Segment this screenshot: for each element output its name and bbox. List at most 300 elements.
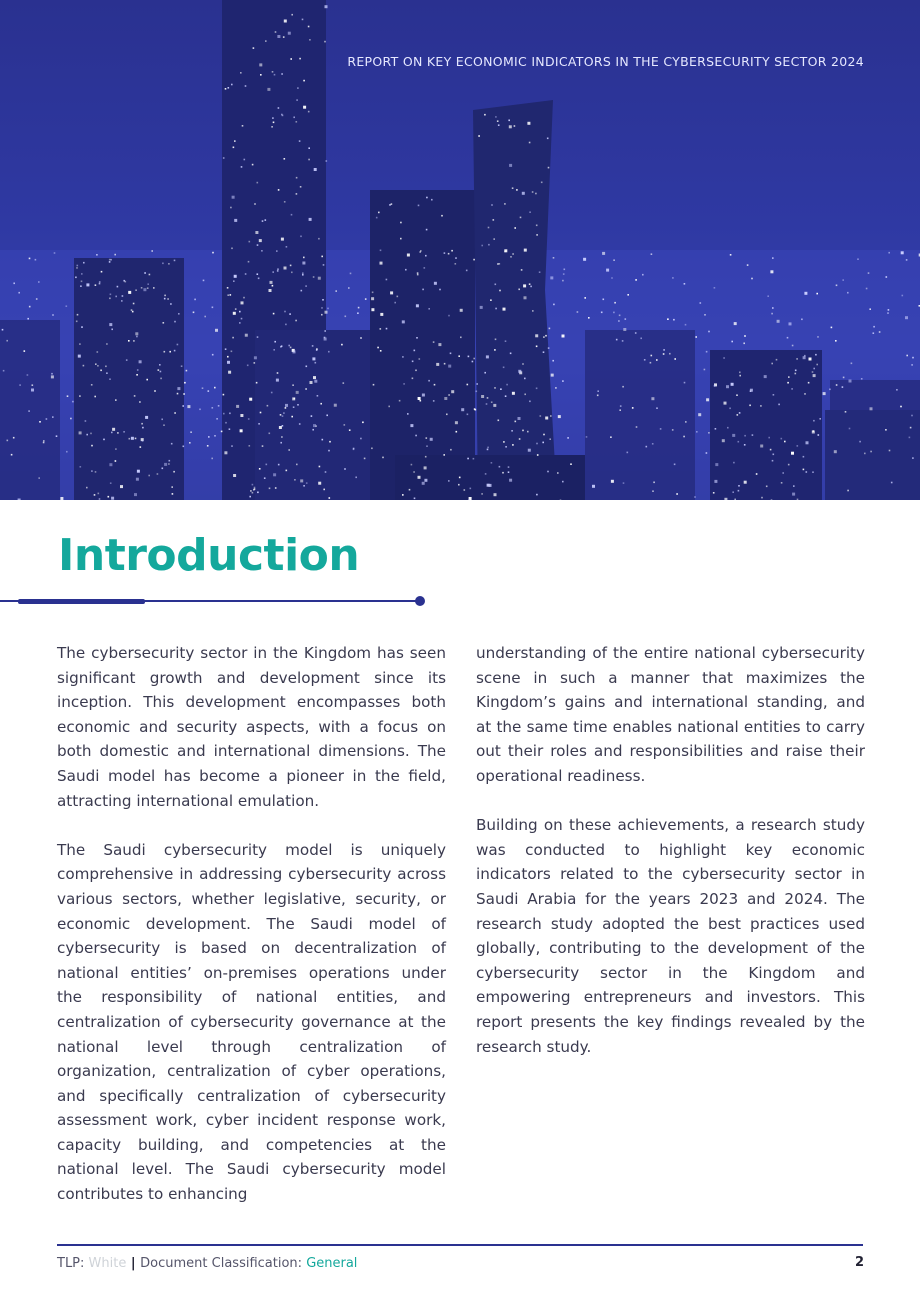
window-light xyxy=(284,201,286,203)
window-light xyxy=(293,350,296,353)
window-light xyxy=(656,407,658,409)
window-light xyxy=(131,309,133,311)
window-light xyxy=(164,463,167,466)
window-light xyxy=(627,452,629,454)
window-light xyxy=(272,71,274,73)
window-light xyxy=(362,422,364,424)
window-light xyxy=(328,351,330,353)
window-light xyxy=(540,415,542,417)
window-light xyxy=(310,381,313,384)
window-light xyxy=(622,340,624,342)
window-light xyxy=(208,436,210,438)
window-light xyxy=(227,294,229,296)
tlp-label: TLP: xyxy=(57,1256,89,1271)
window-light xyxy=(738,441,740,443)
window-light xyxy=(110,259,112,261)
window-light xyxy=(321,256,323,258)
window-light xyxy=(223,394,225,396)
window-light xyxy=(391,203,393,205)
window-light xyxy=(202,387,204,389)
window-light xyxy=(464,489,466,491)
window-light xyxy=(321,314,323,316)
window-light xyxy=(223,413,225,415)
window-light xyxy=(743,343,745,345)
window-light xyxy=(536,388,538,390)
window-light xyxy=(164,295,166,297)
window-light xyxy=(547,471,549,473)
window-light xyxy=(28,410,30,412)
window-light xyxy=(229,413,231,415)
window-light xyxy=(500,388,502,390)
classification-value: General xyxy=(306,1256,358,1271)
window-light xyxy=(613,259,615,261)
window-light xyxy=(813,374,816,377)
window-light xyxy=(859,441,861,443)
window-light xyxy=(305,388,307,390)
window-light xyxy=(79,395,81,397)
window-light xyxy=(635,279,637,281)
window-light xyxy=(744,435,746,437)
window-light xyxy=(522,430,524,432)
window-light xyxy=(322,439,324,441)
window-light xyxy=(324,337,326,339)
window-light xyxy=(258,278,260,280)
window-light xyxy=(233,147,235,149)
window-light xyxy=(553,257,555,259)
window-light xyxy=(652,443,654,445)
window-light xyxy=(438,343,441,346)
window-light xyxy=(199,409,201,411)
window-light xyxy=(450,449,452,451)
window-light xyxy=(563,273,565,275)
window-light xyxy=(114,254,116,256)
window-light xyxy=(708,432,710,434)
window-light xyxy=(302,262,305,265)
window-light xyxy=(312,429,314,431)
window-light xyxy=(514,227,516,229)
window-light xyxy=(508,120,510,122)
window-light xyxy=(636,426,638,428)
window-light xyxy=(417,272,419,274)
window-light xyxy=(386,328,388,330)
window-light xyxy=(667,318,669,320)
paragraph: The Saudi cybersecurity model is uniquely comprehensive in addressing cybersecurity across various sectors, whether legislative, security, or economic development. The Saudi model of cybersecurity is based on decentralization of national entities’ on-premises operations under the responsibility of national entities, and centralization of cybersecurity governance at the national level through centralization of organization, centralization of cyber operations, and specifically centralization of cybersecurity assessment work, cyber incident response work, capacity building, and competencies at the national level. The Saudi cybersecurity model contributes to enhancing xyxy=(57,840,446,1204)
window-light xyxy=(111,497,114,500)
window-light xyxy=(229,428,231,430)
window-light xyxy=(651,397,654,400)
window-light xyxy=(733,462,735,464)
window-light xyxy=(109,378,111,380)
window-light xyxy=(620,405,622,407)
window-light xyxy=(258,423,260,425)
window-light xyxy=(751,278,753,280)
window-light xyxy=(98,493,100,495)
window-light xyxy=(724,498,727,500)
window-light xyxy=(394,302,396,304)
window-light xyxy=(283,36,285,38)
window-light xyxy=(293,406,295,408)
window-light xyxy=(400,238,402,240)
window-light xyxy=(415,435,417,437)
window-light xyxy=(345,316,347,318)
window-light xyxy=(294,479,296,481)
window-light xyxy=(426,437,428,439)
window-light xyxy=(499,290,501,292)
window-light xyxy=(284,20,287,23)
window-light xyxy=(177,344,179,346)
window-light xyxy=(313,276,315,278)
window-light xyxy=(504,249,507,252)
window-light xyxy=(233,312,236,315)
window-light xyxy=(136,336,138,338)
window-light xyxy=(371,448,373,450)
window-light xyxy=(424,479,427,482)
window-light xyxy=(72,401,74,403)
window-light xyxy=(317,395,319,397)
window-light xyxy=(29,306,31,308)
window-light xyxy=(257,244,259,246)
window-light xyxy=(446,414,448,416)
window-light xyxy=(380,313,383,316)
window-light xyxy=(117,286,119,288)
window-light xyxy=(186,370,188,372)
window-light xyxy=(402,320,405,323)
window-light xyxy=(312,345,314,347)
window-light xyxy=(842,386,844,388)
heading-underline-dot xyxy=(415,596,425,606)
window-light xyxy=(290,58,292,60)
window-light xyxy=(43,440,45,442)
window-light xyxy=(324,41,326,43)
window-light xyxy=(515,421,517,423)
window-light xyxy=(495,308,497,310)
window-light xyxy=(285,407,287,409)
window-light xyxy=(160,371,162,373)
window-light xyxy=(177,393,179,395)
window-light xyxy=(254,488,256,490)
window-light xyxy=(782,472,784,474)
window-light xyxy=(265,219,267,221)
window-light xyxy=(458,355,460,357)
window-light xyxy=(772,257,774,259)
window-light xyxy=(734,322,737,325)
window-light xyxy=(845,411,847,413)
window-light xyxy=(420,250,422,252)
window-light xyxy=(284,311,286,313)
window-light xyxy=(247,365,249,367)
window-light xyxy=(418,397,421,400)
window-light xyxy=(240,414,243,417)
window-light xyxy=(303,80,305,82)
window-light xyxy=(466,270,468,272)
window-light xyxy=(791,388,793,390)
window-light xyxy=(267,88,270,91)
window-light xyxy=(60,497,63,500)
window-light xyxy=(508,466,510,468)
window-light xyxy=(518,370,521,373)
window-light xyxy=(813,368,815,370)
window-light xyxy=(80,466,82,468)
window-light xyxy=(109,298,111,300)
window-light xyxy=(306,366,308,368)
window-light xyxy=(402,494,404,496)
window-light xyxy=(75,277,77,279)
window-light xyxy=(284,267,287,270)
window-light xyxy=(777,320,780,323)
window-light xyxy=(497,120,499,122)
window-light xyxy=(816,364,818,366)
window-light xyxy=(121,300,123,302)
window-light xyxy=(460,337,462,339)
window-light xyxy=(137,369,139,371)
window-light xyxy=(597,395,599,397)
window-light xyxy=(273,349,275,351)
window-light xyxy=(804,292,807,295)
window-light xyxy=(789,322,792,325)
window-light xyxy=(495,284,497,286)
window-light xyxy=(422,482,425,485)
footer-separator: | xyxy=(126,1256,141,1271)
window-light xyxy=(106,372,108,374)
window-light xyxy=(512,392,515,395)
window-light xyxy=(233,474,236,477)
window-light xyxy=(318,277,321,280)
window-light xyxy=(417,274,419,276)
window-light xyxy=(142,440,144,442)
window-light xyxy=(484,114,486,116)
window-light xyxy=(245,273,247,275)
window-light xyxy=(843,377,845,379)
window-light xyxy=(487,449,489,451)
window-light xyxy=(225,88,227,90)
window-light xyxy=(193,312,195,314)
window-light xyxy=(610,436,612,438)
window-light xyxy=(724,402,727,405)
window-light xyxy=(388,406,390,408)
window-light xyxy=(842,279,844,281)
window-light xyxy=(787,382,789,384)
window-light xyxy=(738,490,740,492)
window-light xyxy=(761,497,763,499)
window-light xyxy=(184,382,186,384)
window-light xyxy=(252,484,254,486)
window-light xyxy=(29,258,31,260)
window-light xyxy=(787,337,789,339)
window-light xyxy=(250,490,252,492)
window-light xyxy=(683,436,685,438)
window-light xyxy=(715,463,718,466)
window-light xyxy=(303,485,305,487)
window-light xyxy=(273,122,275,124)
window-light xyxy=(414,350,416,352)
window-light xyxy=(847,490,849,492)
window-light xyxy=(524,249,527,252)
window-light xyxy=(355,477,357,479)
window-light xyxy=(277,270,279,272)
window-light xyxy=(128,340,130,342)
window-light xyxy=(731,341,733,343)
window-light xyxy=(646,446,648,448)
window-light xyxy=(66,451,68,453)
window-light xyxy=(518,417,521,420)
window-light xyxy=(283,412,285,414)
window-light xyxy=(770,449,772,451)
window-light xyxy=(136,478,139,481)
window-light xyxy=(239,322,241,324)
window-light xyxy=(279,426,282,429)
window-light xyxy=(275,31,277,33)
window-light xyxy=(766,486,768,488)
window-light xyxy=(225,422,227,424)
window-light xyxy=(288,32,291,35)
window-light xyxy=(203,280,205,282)
window-light xyxy=(135,289,137,291)
window-light xyxy=(81,273,83,275)
window-light xyxy=(430,438,433,441)
window-light xyxy=(732,434,735,437)
window-light xyxy=(178,313,180,315)
window-light xyxy=(448,315,450,317)
window-light xyxy=(76,267,78,269)
window-light xyxy=(281,238,284,241)
window-light xyxy=(529,283,531,285)
window-light xyxy=(635,332,637,334)
window-light xyxy=(249,398,252,401)
window-light xyxy=(714,287,716,289)
window-light xyxy=(271,392,273,394)
window-light xyxy=(211,458,213,460)
window-light xyxy=(139,360,142,363)
window-light xyxy=(857,258,859,260)
window-light xyxy=(495,339,497,341)
window-light xyxy=(303,106,306,109)
window-light xyxy=(115,460,117,462)
window-light xyxy=(804,393,806,395)
window-light xyxy=(81,326,83,328)
window-light xyxy=(760,445,763,448)
window-light xyxy=(586,436,588,438)
window-light xyxy=(448,480,450,482)
window-light xyxy=(353,449,355,451)
window-light xyxy=(265,40,267,42)
window-light xyxy=(808,382,810,384)
window-light xyxy=(259,468,261,470)
window-light xyxy=(174,321,176,323)
window-light xyxy=(244,159,246,161)
window-light xyxy=(732,491,734,493)
window-light xyxy=(212,354,214,356)
window-light xyxy=(584,297,586,299)
window-light xyxy=(613,312,615,314)
window-light xyxy=(773,394,775,396)
window-light xyxy=(516,189,518,191)
window-light xyxy=(781,438,783,440)
window-light xyxy=(137,470,140,473)
window-light xyxy=(906,355,908,357)
window-light xyxy=(43,442,45,444)
window-light xyxy=(291,272,293,274)
window-light xyxy=(282,415,284,417)
window-light xyxy=(713,492,715,494)
window-light xyxy=(308,26,310,28)
window-light xyxy=(147,283,149,285)
window-light xyxy=(141,423,143,425)
window-light xyxy=(726,385,729,388)
window-light xyxy=(151,250,153,252)
window-light xyxy=(254,203,256,205)
window-light xyxy=(223,157,225,159)
window-light xyxy=(83,365,85,367)
window-light xyxy=(142,427,144,429)
window-light xyxy=(234,275,237,278)
window-light xyxy=(788,376,790,378)
window-light xyxy=(555,387,557,389)
window-light xyxy=(642,274,644,276)
window-light xyxy=(771,313,773,315)
window-light xyxy=(182,405,184,407)
window-light xyxy=(158,369,160,371)
window-light xyxy=(470,488,472,490)
window-light xyxy=(410,424,413,427)
window-light xyxy=(436,363,439,366)
window-light xyxy=(422,394,425,397)
window-light xyxy=(291,14,293,16)
window-light xyxy=(296,121,298,123)
window-light xyxy=(231,84,233,86)
window-light xyxy=(36,298,38,300)
window-light xyxy=(487,397,489,399)
window-light xyxy=(254,356,257,359)
window-light xyxy=(300,479,303,482)
window-light xyxy=(669,353,671,355)
window-light xyxy=(434,282,437,285)
window-light xyxy=(231,351,233,353)
window-light xyxy=(490,299,492,301)
window-light xyxy=(301,290,303,292)
window-light xyxy=(91,384,93,386)
window-light xyxy=(110,294,112,296)
window-light xyxy=(869,308,871,310)
window-light xyxy=(901,251,904,254)
window-light xyxy=(141,287,143,289)
window-light xyxy=(493,238,495,240)
window-light xyxy=(506,384,508,386)
window-light xyxy=(752,434,754,436)
window-light xyxy=(509,164,512,167)
window-light xyxy=(272,117,274,119)
heading-underline-accent xyxy=(18,599,145,604)
window-light xyxy=(83,262,85,264)
window-light xyxy=(868,272,870,274)
window-light xyxy=(293,117,295,119)
window-light xyxy=(11,454,13,456)
window-light xyxy=(153,287,155,289)
window-light xyxy=(78,355,81,358)
window-light xyxy=(187,405,190,408)
window-light xyxy=(548,347,550,349)
window-light xyxy=(434,384,436,386)
window-light xyxy=(529,211,531,213)
window-light xyxy=(281,114,283,116)
window-light xyxy=(309,39,311,41)
window-light xyxy=(912,357,914,359)
window-light xyxy=(847,292,849,294)
window-light xyxy=(685,324,687,326)
window-light xyxy=(715,428,717,430)
window-light xyxy=(171,443,173,445)
window-light xyxy=(249,445,251,447)
window-light xyxy=(115,296,117,298)
